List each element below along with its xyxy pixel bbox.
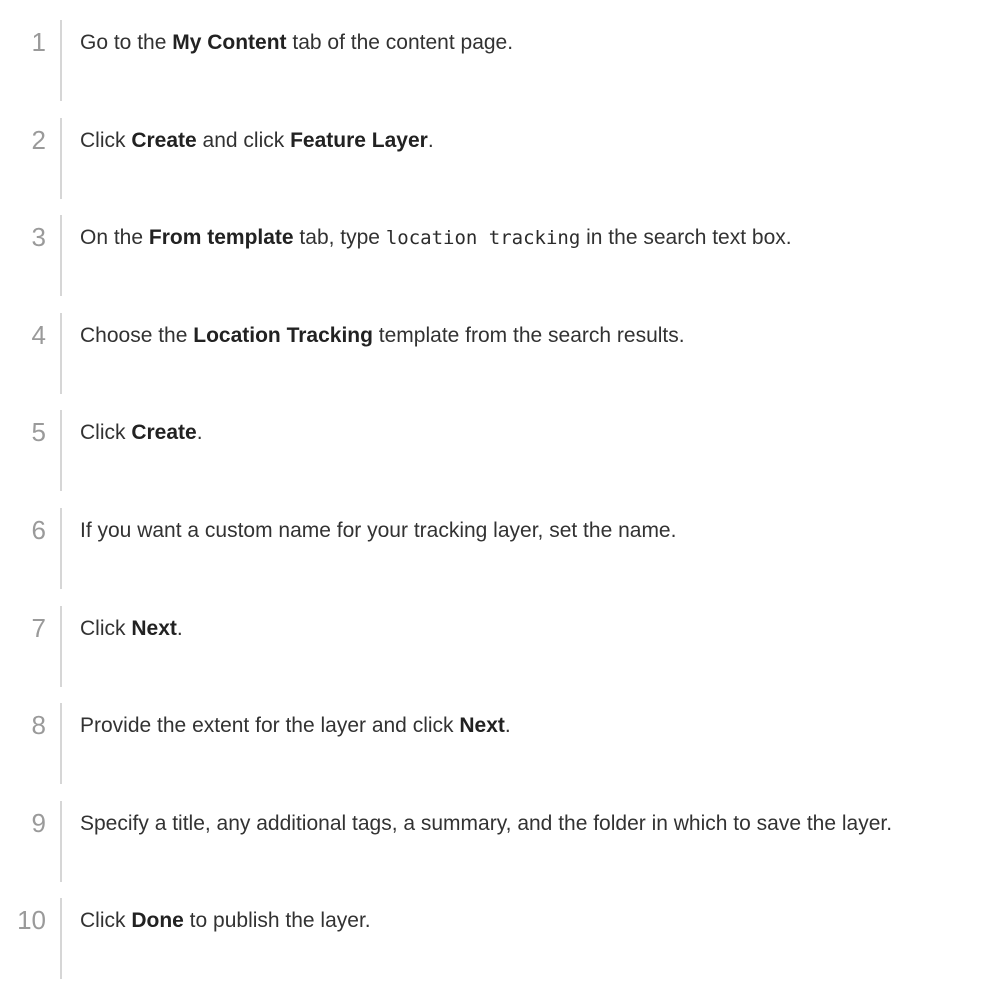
step-text (80, 125, 979, 157)
step-text (80, 905, 979, 937)
step-emphasis: Next (131, 616, 177, 640)
step-text-part: Click (80, 909, 132, 933)
step-text-part: . (196, 421, 203, 445)
step-text-part: in the search text box. (580, 226, 792, 250)
step-emphasis: Location Tracking (193, 323, 373, 347)
step-item (0, 215, 999, 313)
step-text-part: tab of the content page. (286, 31, 514, 54)
step-emphasis: Next (459, 714, 505, 738)
step-text (80, 27, 979, 59)
step-code: location tracking (385, 227, 581, 250)
step-text-part: and click (196, 128, 291, 152)
step-item (0, 703, 999, 801)
step-item (0, 898, 999, 996)
steps-list (0, 20, 999, 996)
step-text-part: . (427, 128, 434, 152)
step-text-part: template from the search results. (372, 323, 685, 347)
step-text (80, 320, 979, 352)
step-text-part: Specify a title, any additional tags, a summary, and the folder in which to save the layer. (80, 811, 893, 835)
step-text (80, 710, 979, 742)
step-text-part: Click (80, 421, 132, 445)
step-text (80, 613, 979, 645)
step-number: 9 (31, 807, 46, 838)
step-emphasis: Create (131, 128, 197, 152)
step-number: 10 (17, 905, 46, 936)
step-divider (60, 801, 62, 882)
step-emphasis: Create (131, 421, 197, 445)
step-item (0, 20, 999, 118)
step-text-part: . (504, 714, 511, 738)
step-text-part: On the (80, 226, 149, 250)
step-item (0, 801, 999, 899)
step-divider (60, 703, 62, 784)
step-text (80, 417, 979, 449)
step-emphasis: My Content (172, 31, 287, 54)
step-emphasis: From template (148, 226, 294, 250)
step-number: 8 (31, 710, 46, 741)
step-divider (60, 508, 62, 589)
step-item (0, 410, 999, 508)
step-text (80, 515, 979, 547)
step-text-part: Go to the (80, 31, 173, 54)
step-text-part: Click (80, 128, 132, 152)
step-number: 1 (31, 27, 46, 57)
step-text-part: If you want a custom name for your tracking layer, set the name. (80, 518, 677, 542)
step-divider (60, 898, 62, 979)
step-emphasis: Done (131, 909, 184, 933)
step-number: 2 (31, 124, 46, 155)
step-text (80, 222, 979, 254)
step-number: 6 (31, 514, 46, 545)
step-text-part: Provide the extent for the layer and click (80, 714, 460, 738)
step-text-part: to publish the layer. (183, 909, 371, 933)
step-text (80, 808, 979, 840)
step-number: 5 (31, 417, 46, 448)
step-text-part: Choose the (80, 323, 194, 347)
step-divider (60, 215, 62, 296)
step-number: 4 (31, 319, 46, 350)
step-item (0, 118, 999, 216)
step-emphasis: Feature Layer (290, 128, 428, 152)
step-item (0, 606, 999, 704)
step-item (0, 313, 999, 411)
step-number: 7 (31, 612, 46, 643)
step-text-part: tab, type (293, 226, 386, 250)
step-divider (60, 606, 62, 687)
step-divider (60, 118, 62, 199)
step-divider (60, 20, 62, 101)
step-divider (60, 313, 62, 394)
step-item (0, 508, 999, 606)
step-text-part: . (176, 616, 183, 640)
step-text-part: Click (80, 616, 132, 640)
step-divider (60, 410, 62, 491)
step-number: 3 (31, 222, 46, 253)
